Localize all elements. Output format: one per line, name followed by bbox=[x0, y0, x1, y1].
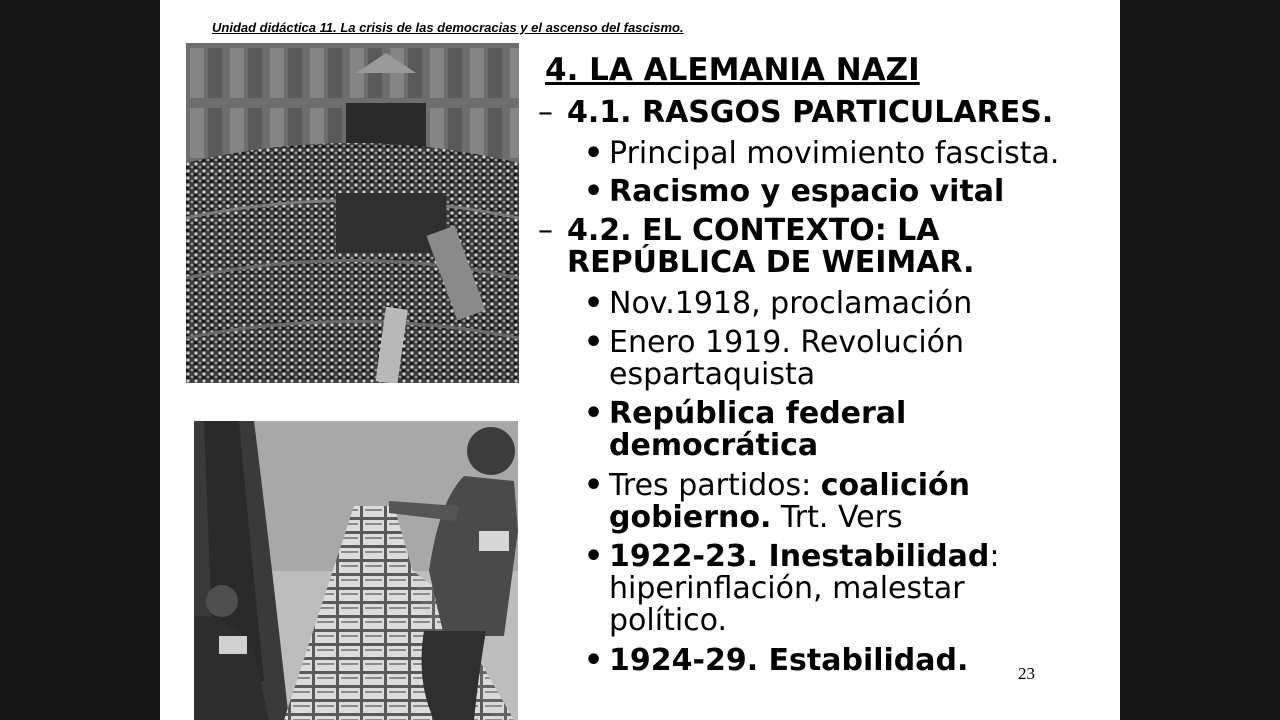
bullet-text-line2: democrática bbox=[609, 428, 819, 463]
bullet-text-bold: 1922-23. Inestabilidad bbox=[609, 539, 990, 574]
page-number: 23 bbox=[1018, 664, 1035, 683]
slide bbox=[160, 0, 1120, 720]
bullet-text-line2: hiperinflación, malestar bbox=[609, 571, 965, 606]
bullet-text-line2: espartaquista bbox=[609, 357, 816, 392]
dash-marker: – bbox=[538, 213, 553, 248]
bullet-text bbox=[609, 470, 970, 502]
bullet-text: Principal movimiento fascista. bbox=[609, 136, 1060, 171]
bullet-text-normal: : bbox=[989, 539, 1000, 574]
parliament-photo bbox=[186, 43, 519, 383]
bullet-marker: • bbox=[584, 539, 604, 574]
dash-marker: – bbox=[538, 95, 553, 130]
section-heading-text-line2: REPÚBLICA DE WEIMAR. bbox=[567, 245, 975, 280]
left-letterbox bbox=[0, 0, 160, 720]
bullet-text-bold: coalición bbox=[820, 468, 970, 503]
bullet-text-normal: Trt. Vers bbox=[771, 500, 903, 535]
bullet-text-line2 bbox=[609, 502, 903, 534]
hyperinflation-banknotes-photo bbox=[194, 421, 518, 720]
bullet-text: Enero 1919. Revolución bbox=[609, 325, 965, 360]
bullet-text: 1924-29. Estabilidad. bbox=[609, 643, 969, 678]
bullet-text-line3: político. bbox=[609, 603, 728, 638]
bullet-text: Racismo y espacio vital bbox=[609, 174, 1005, 209]
bullet-text: Nov.1918, proclamación bbox=[609, 286, 973, 321]
section-heading-text: 4.1. RASGOS PARTICULARES. bbox=[567, 95, 1054, 130]
bullet-text-bold: gobierno. bbox=[609, 500, 772, 535]
section-heading-text: 4.2. EL CONTEXTO: LA bbox=[567, 213, 940, 248]
slide-title: 4. LA ALEMANIA NAZI bbox=[545, 52, 920, 88]
bullet-marker: • bbox=[584, 174, 604, 209]
bullet-text bbox=[609, 541, 999, 573]
bullet-text: República federal bbox=[609, 396, 907, 431]
bullet-text-normal: Tres partidos: bbox=[609, 468, 821, 503]
bullet-marker: • bbox=[584, 325, 604, 360]
right-letterbox bbox=[1120, 0, 1280, 720]
bullet-marker: • bbox=[584, 468, 604, 503]
slide-header: Unidad didáctica 11. La crisis de las democracias y el ascenso del fascismo. bbox=[212, 20, 684, 35]
bullet-marker: • bbox=[584, 396, 604, 431]
bullet-marker: • bbox=[584, 136, 604, 171]
bullet-marker: • bbox=[584, 643, 604, 678]
bullet-marker: • bbox=[584, 286, 604, 321]
